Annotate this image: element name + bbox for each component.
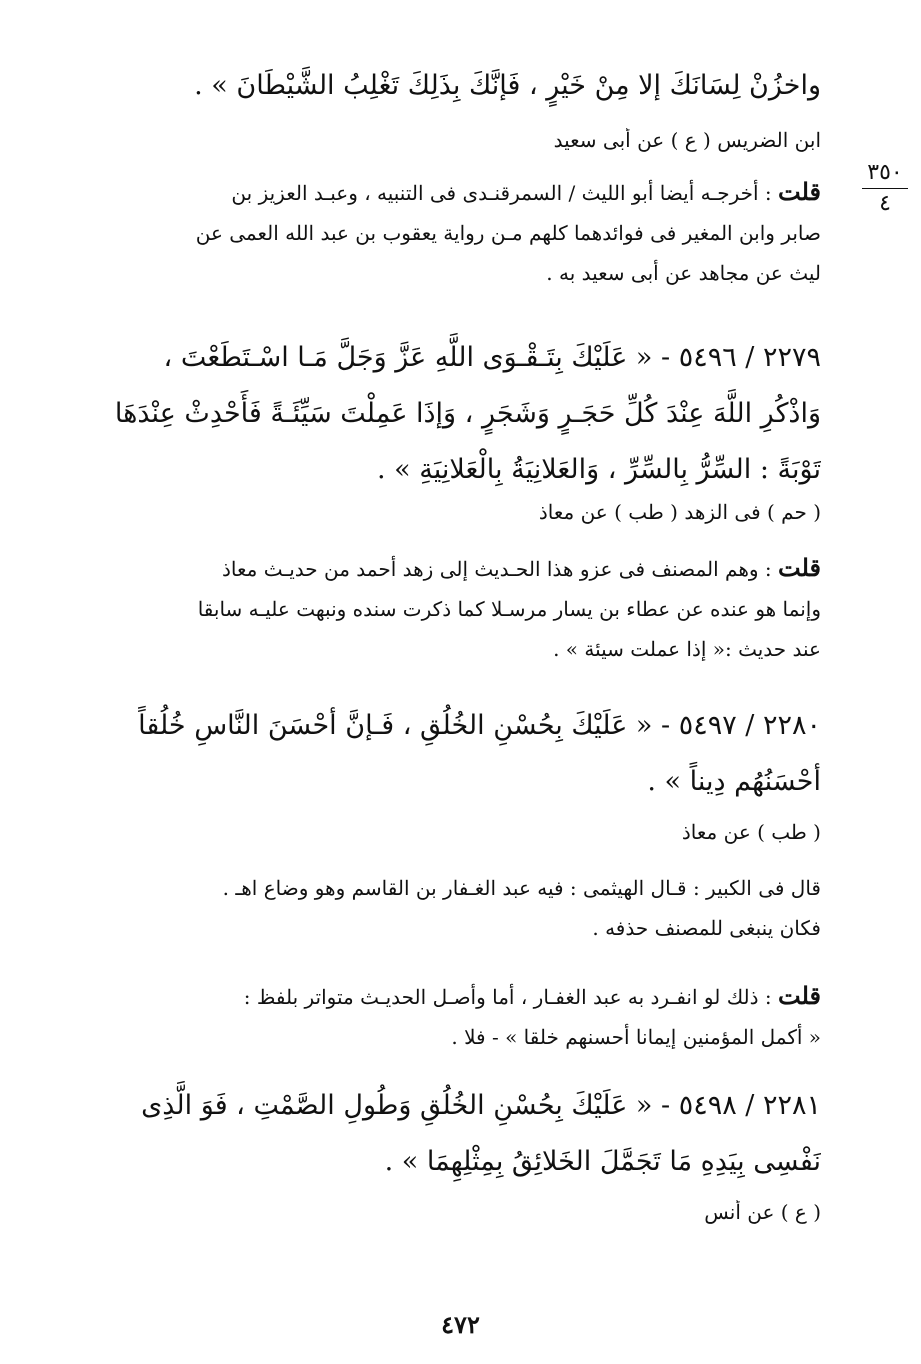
text-line: فكان ينبغى للمصنف حذفه . xyxy=(592,916,821,940)
text-line: ٢٢٨٠ / ٥٤٩٧ - « عَلَيْكَ بِحُسْنِ الخُلُقِ ، فَـإنَّ أحْسَنَ النَّاسِ خُلُقاً xyxy=(138,710,821,741)
text-line xyxy=(101,976,821,1017)
hadith-2280 xyxy=(101,698,821,810)
source-attribution xyxy=(101,128,821,152)
commentary-paragraph xyxy=(101,548,821,669)
text-span: : أخرجـه أيضا أبو الليث / السمرقنـدى فى التنبيه ، وعبـد العزيز بن xyxy=(231,181,772,205)
margin-note-rule xyxy=(862,188,908,189)
page-number: ٤٧٢ xyxy=(441,1310,480,1339)
text-line: ( ع ) عن أنس xyxy=(704,1200,821,1224)
qult-label: قلت xyxy=(778,981,821,1010)
text-line: « أكمل المؤمنين إيمانا أحسنهم خلقا » - فلا . xyxy=(451,1025,821,1049)
text-line: ليث عن مجاهد عن أبى سعيد به . xyxy=(546,261,821,285)
commentary-paragraph xyxy=(101,172,821,293)
source-attribution xyxy=(101,500,821,524)
text-line: ( طب ) عن معاذ xyxy=(681,820,821,844)
text-line xyxy=(101,548,821,589)
text-line: ( حم ) فى الزهد ( طب ) عن معاذ xyxy=(538,500,821,524)
source-attribution xyxy=(101,820,821,844)
hadith-continuation xyxy=(101,58,821,114)
text-line: ابن الضريس ( ع ) عن أبى سعيد xyxy=(553,128,821,152)
qult-label: قلت xyxy=(778,553,821,582)
text-line: ٢٢٧٩ / ٥٤٩٦ - « عَلَيْكَ بِتَـقْـوَى اللَّهِ عَزَّ وَجَلَّ مَـا اسْـتَطَعْتَ ، xyxy=(163,342,821,373)
hadith-2281 xyxy=(101,1078,821,1190)
text-line: واخزُنْ لِسَانَكَ إلا مِنْ خَيْرٍ ، فَإنَّكَ بِذَلِكَ تَغْلِبُ الشَّيْطَانَ » . xyxy=(194,70,821,101)
text-line xyxy=(101,172,821,213)
margin-note-bottom: ٤ xyxy=(879,191,891,216)
text-line: صابر وابن المغير فى فوائدهما كلهم مـن رواية يعقوب بن عبد الله العمى عن xyxy=(195,221,821,245)
text-line: نَفْسِى بِيَدِهِ مَا تَجَمَّلَ الخَلائِقُ بِمِثْلِهِمَا » . xyxy=(384,1146,821,1177)
margin-note-top: ٣٥٠ xyxy=(867,160,903,185)
text-line: وإنما هو عنده عن عطاء بن يسار مرسـلا كما ذكرت سنده ونبهت عليـه سابقا xyxy=(197,597,821,621)
text-line: تَوْبَةً : السِّرُّ بِالسِّرِّ ، وَالعَلانِيَةُ بِالْعَلانِيَةِ » . xyxy=(377,454,821,485)
source-attribution xyxy=(101,1200,821,1224)
text-line: أحْسَنُهُم دِيناً » . xyxy=(647,766,821,797)
text-line: عند حديث :« إذا عملت سيئة » . xyxy=(553,637,821,661)
commentary-paragraph xyxy=(101,868,821,948)
text-line: ٢٢٨١ / ٥٤٩٨ - « عَلَيْكَ بِحُسْنِ الخُلُقِ وَطُولِ الصَّمْتِ ، فَوَ الَّذِى xyxy=(141,1090,821,1121)
text-span: : ذلك لو انفـرد به عبد الغفـار ، أما وأصـل الحديـث متواتر بلفظ : xyxy=(243,985,772,1009)
commentary-paragraph xyxy=(101,976,821,1057)
margin-note xyxy=(860,160,910,217)
text-line: قال فى الكبير : قـال الهيثمى : فيه عبد الغـفار بن القاسم وهو وضاع اهـ . xyxy=(222,876,821,900)
hadith-2279 xyxy=(101,330,821,498)
text-span: : وهم المصنف فى عزو هذا الحـديث إلى زهد أحمد من حديـث معاذ xyxy=(222,557,772,581)
qult-label: قلت xyxy=(778,177,821,206)
text-line: وَاذْكُرِ اللَّهَ عِنْدَ كُلِّ حَجَـرٍ وَشَجَرٍ ، وَإذَا عَمِلْتَ سَيِّئَـةً فَأَحْدِثْ عِنْدَهَا xyxy=(114,398,821,429)
